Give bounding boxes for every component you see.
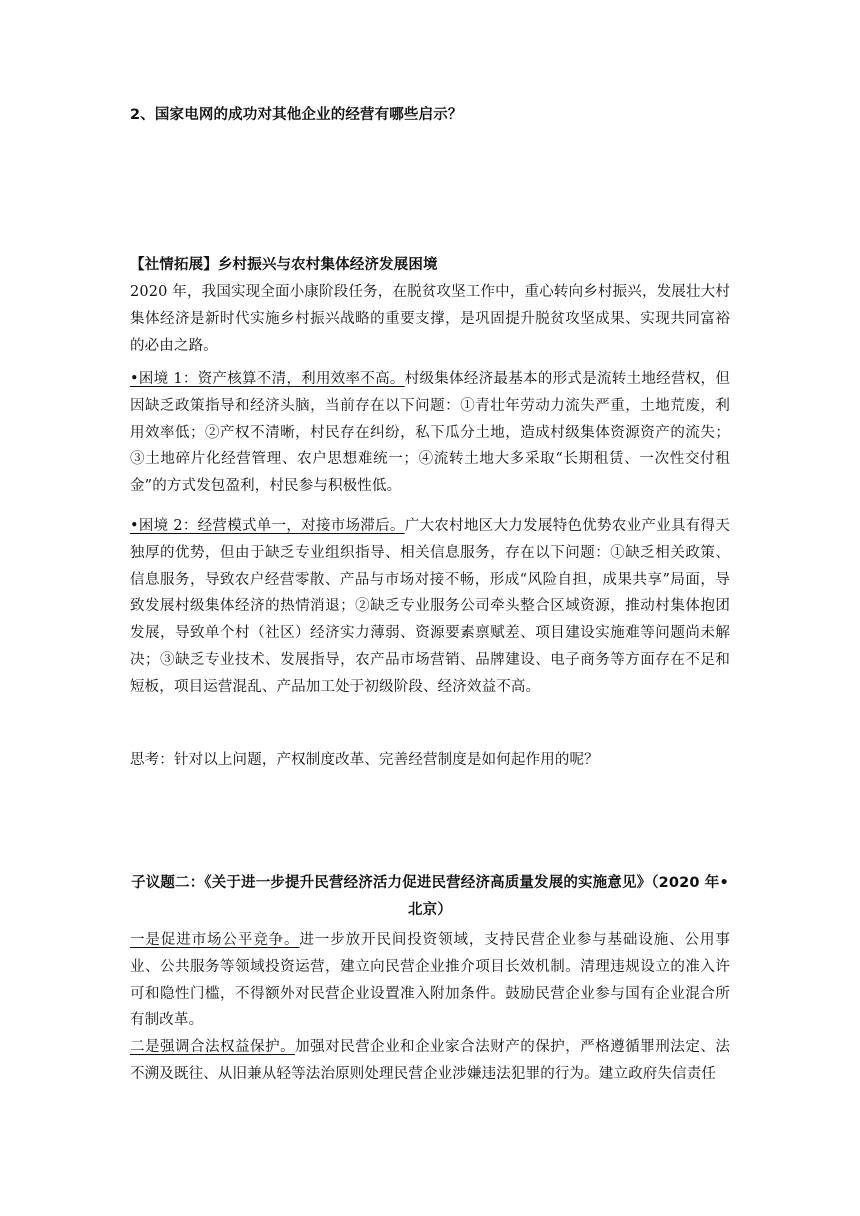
dilemma-2-text: 广大农村地区大力发展特色优势农业产业具有得天独厚的优势，但由于缺乏专业组织指导、相关信息服务，存在以下问题：①缺乏相关政策、信息服务，导致农户经营零散、产品与市场对接不畅，形成“风险自担，成果共享”局面，导致发展村级集体经济的热情消退；②缺乏专业服务公司牵头整合区域资源，推动村集体抱团发展，导致单个村（社区）经济实力薄弱、资源要素禀赋差、项目建设实施难等问题尚未解决；③缺乏专业技术、发展指导，农产品市场营销、品牌建设、电子商务等方面存在不足和短板，项目运营混乱、产品加工处于初级阶段、经济效益不高。	[130, 518, 730, 695]
dilemma-1-paragraph	[130, 366, 730, 500]
social-extension-title: 【社情拓展】乡村振兴与农村集体经济发展困境	[130, 257, 438, 273]
point-1-heading: 一是促进市场公平竞争。	[130, 932, 300, 948]
point-2-paragraph	[130, 1034, 730, 1088]
social-intro-paragraph: 2020 年，我国实现全面小康阶段任务，在脱贫攻坚工作中，重心转向乡村振兴，发展壮大村集体经济是新时代实施乡村振兴战略的重要支撑，是巩固提升脱贫攻坚成果、实现共同富裕的必由之路。	[130, 284, 730, 354]
dilemma-2-heading: •困境 2：经营模式单一，对接市场滞后。	[130, 518, 405, 534]
point-1-paragraph	[130, 927, 730, 1034]
dilemma-1-heading: •困境 1：资产核算不清，利用效率不高。	[130, 371, 405, 387]
question-2: 2、国家电网的成功对其他企业的经营有哪些启示？	[130, 107, 463, 123]
dilemma-2-paragraph	[130, 513, 730, 701]
subtopic-2-title: 子议题二：《关于进一步提升民营经济活力促进民营经济高质量发展的实施意见》（2020 年•北京）	[131, 875, 729, 918]
dilemma-1-text: 村级集体经济最基本的形式是流转土地经营权，但因缺乏政策指导和经济头脑，当前存在以下问题：①青壮年劳动力流失严重，土地荒废，利用效率低；②产权不清晰，村民存在纠纷，私下瓜分土地，造成村级集体资源资产的流失；③土地碎片化经营管理、农户思想难统一；④流转土地大多采取“长期租赁、一次性交付租金”的方式发包盈利，村民参与积极性低。	[130, 371, 730, 495]
point-2-text: 加强对民营企业和企业家合法财产的保护，严格遵循罪刑法定、法不溯及既往、从旧兼从轻等法治原则处理民营企业涉嫌违法犯罪的行为。建立政府失信责任	[130, 1039, 730, 1082]
point-1-text: 进一步放开民间投资领域，支持民营企业参与基础设施、公用事业、公共服务等领域投资运营，建立向民营企业推介项目长效机制。清理违规设立的准入许可和隐性门槛，不得额外对民营企业设置准入附加条件。鼓励民营企业参与国有企业混合所有制改革。	[130, 932, 731, 1029]
point-2-heading: 二是强调合法权益保护。	[130, 1039, 296, 1055]
think-question: 思考：针对以上问题，产权制度改革、完善经营制度是如何起作用的呢？	[130, 752, 599, 768]
